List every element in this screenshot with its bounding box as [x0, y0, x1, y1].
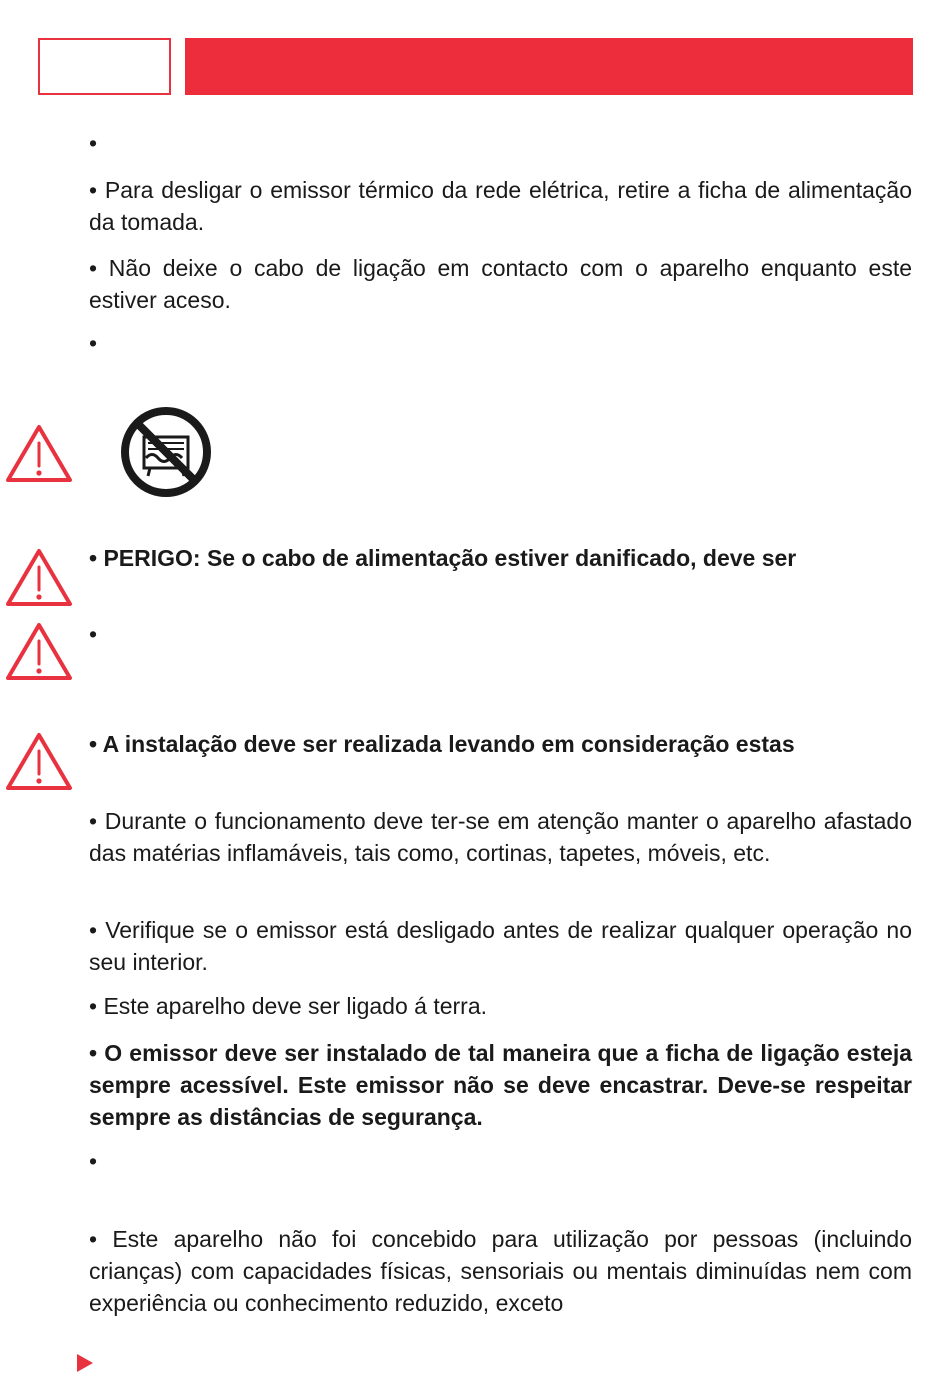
bullet-danger-damaged-cable: • PERIGO: Se o cabo de alimentação estiver danificado, deve ser [89, 545, 797, 571]
next-page-arrow-icon [76, 1354, 94, 1372]
bullet-empty-4: • [89, 1148, 98, 1174]
bullet-flammable-materials: • Durante o funcionamento deve ter-se em atenção manter o aparelho afastado das matérias inflamáveis, tais como, cortinas, tapetes, móveis, etc. [89, 808, 912, 866]
header-title-bar [185, 38, 913, 95]
warning-triangle-icon [5, 423, 73, 483]
warning-triangle-icon [5, 731, 73, 791]
bullet-unplug-instruction: • Para desligar o emissor térmico da rede elétrica, retire a ficha de alimentação da tomada. [89, 177, 912, 235]
bullet-installation-considerations: • A instalação deve ser realizada levando em consideração estas [89, 731, 795, 757]
bullet-cable-contact: • Não deixe o cabo de ligação em contacto com o aparelho enquanto este estiver aceso. [89, 255, 912, 313]
bullet-check-disconnected: • Verifique se o emissor está desligado antes de realizar qualquer operação no seu interior. [89, 917, 912, 975]
bullet-plug-accessible: • O emissor deve ser instalado de tal maneira que a ficha de ligação esteja sempre acessível. Este emissor não se deve encastrar. Deve-se respeitar sempre as distâncias de segurança. [89, 1040, 912, 1130]
bullet-empty-3: • [89, 621, 98, 647]
warning-triangle-icon [5, 621, 73, 681]
bullet-empty-2: • [89, 330, 98, 356]
header-page-number-box [38, 38, 171, 95]
do-not-cover-icon [120, 406, 212, 498]
bullet-empty-1: • [89, 130, 98, 156]
warning-triangle-icon [5, 547, 73, 607]
bullet-earthing: • Este aparelho deve ser ligado á terra. [89, 993, 488, 1019]
bullet-not-for-reduced-capabilities: • Este aparelho não foi concebido para utilização por pessoas (incluindo crianças) com capacidades físicas, sensoriais ou mentais diminuídas nem com experiência ou conhecimento reduzido, exceto [89, 1226, 912, 1316]
